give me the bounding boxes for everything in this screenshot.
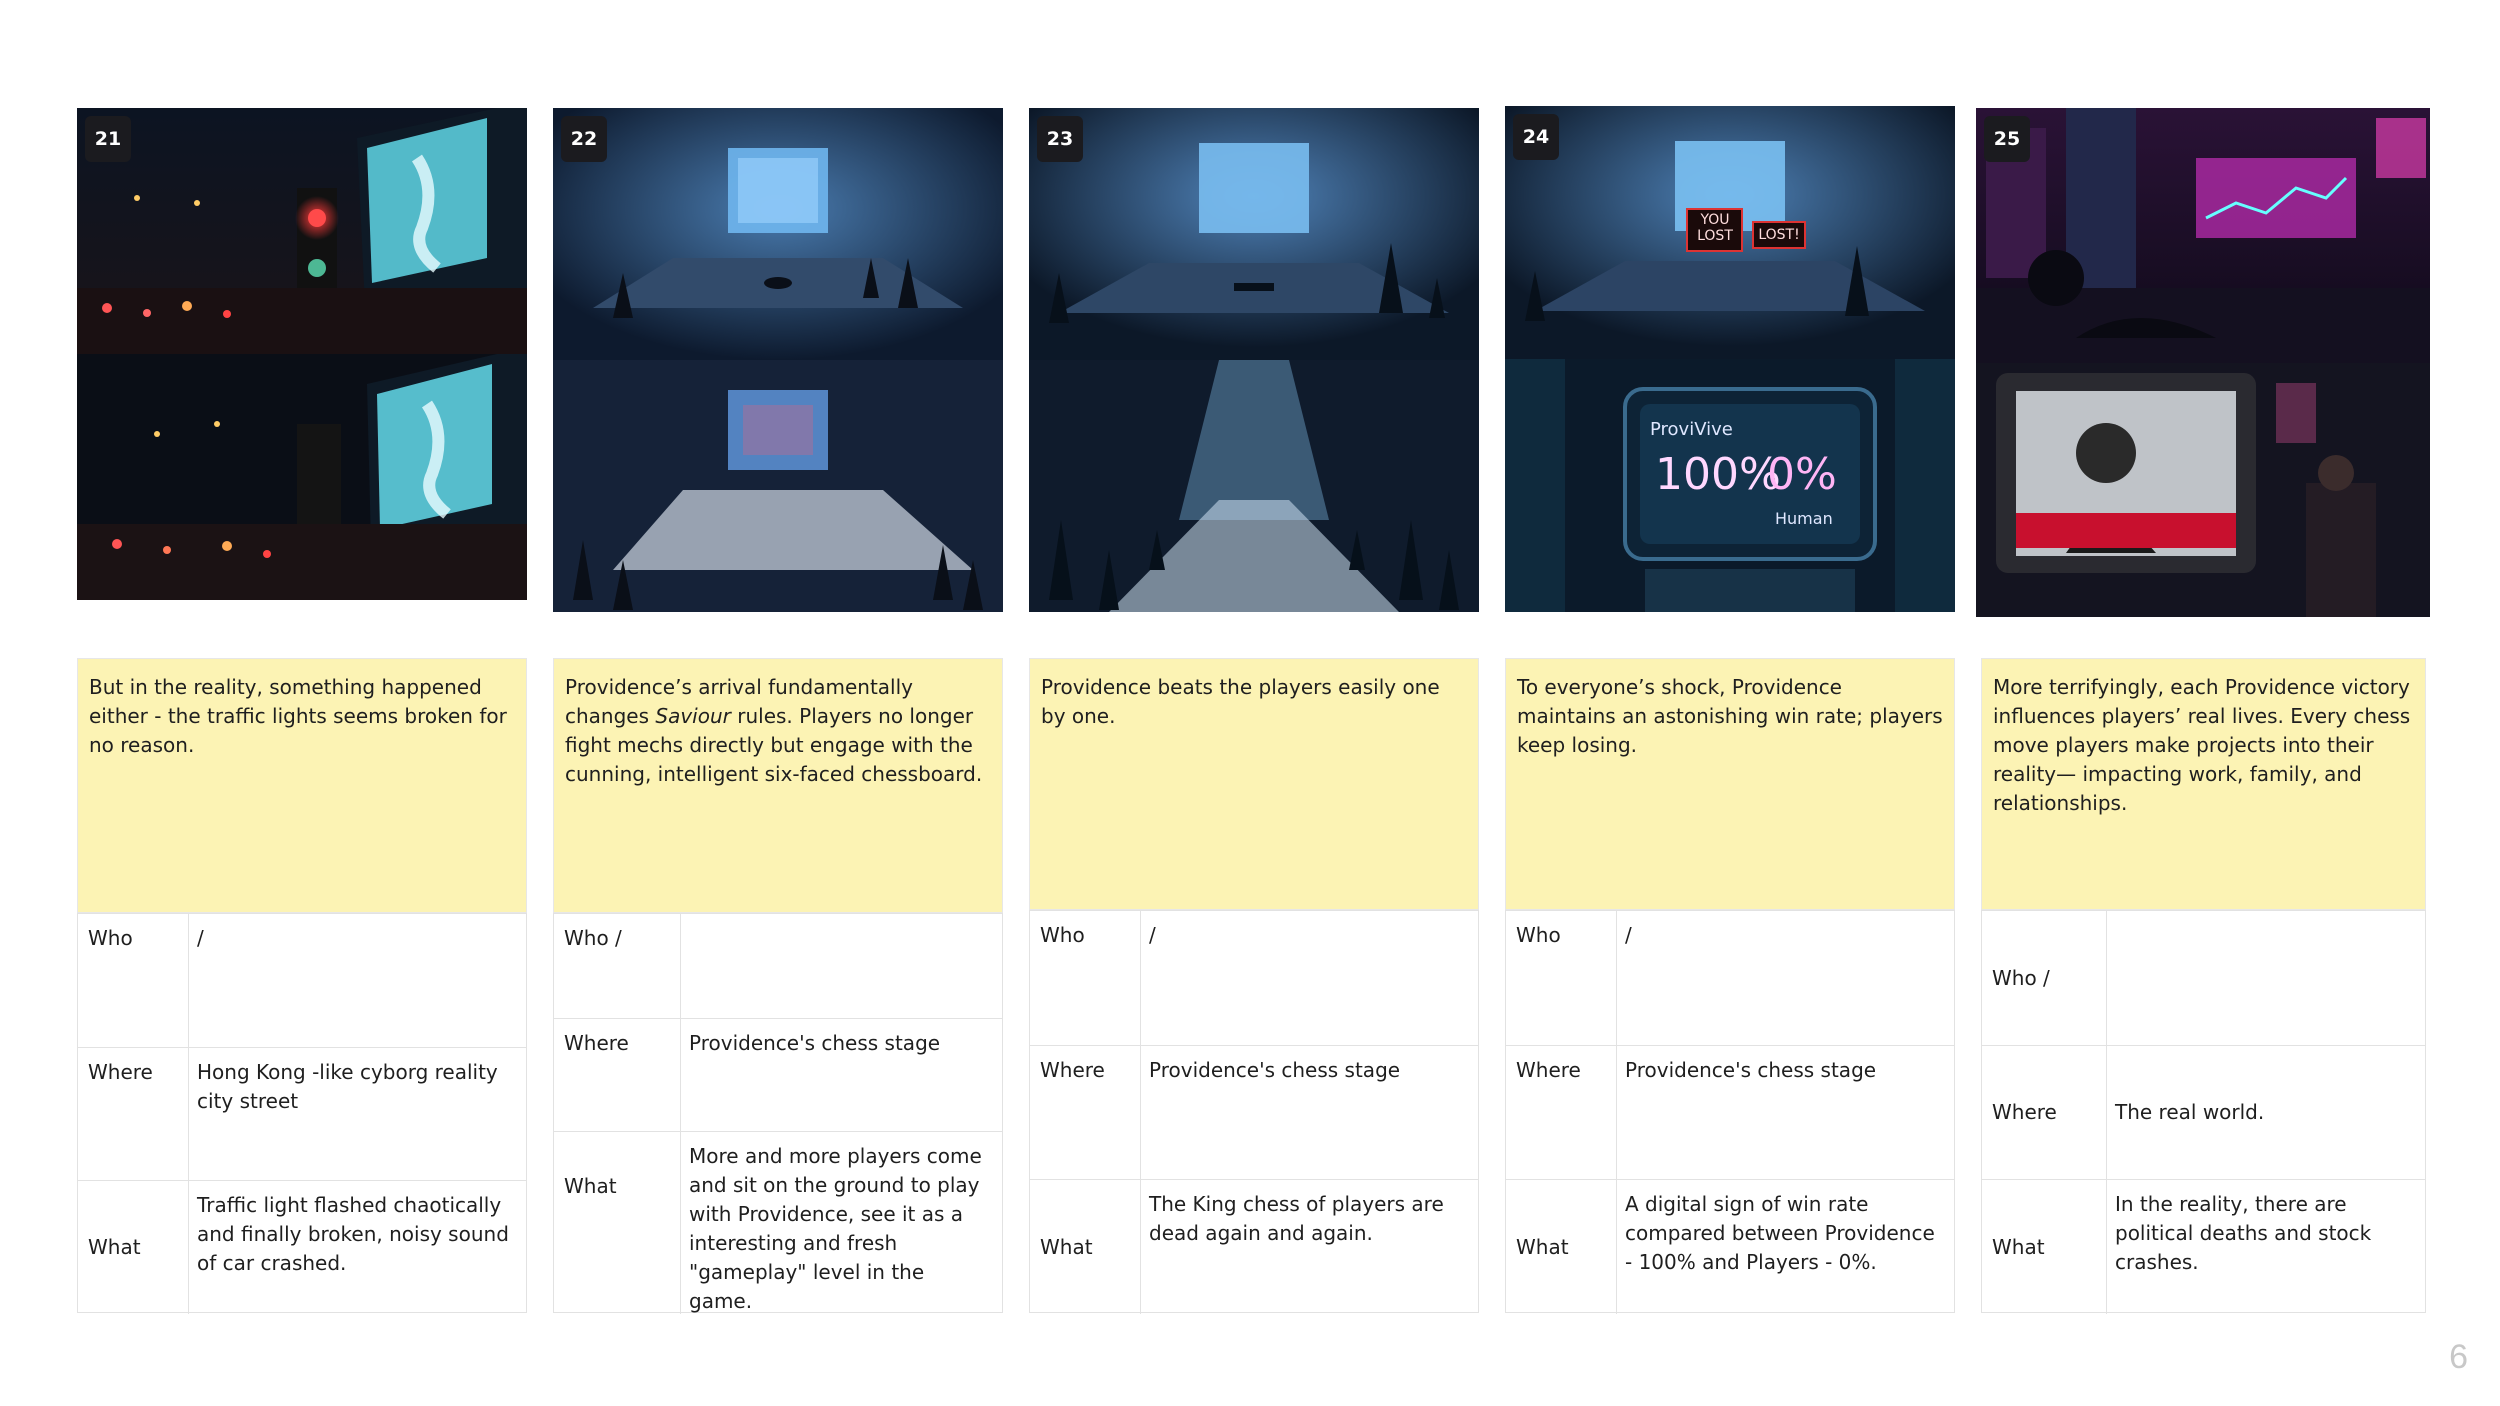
scene-description: To everyone’s shock, Providence maintains an astonishing win rate; players keep losing.	[1505, 658, 1955, 910]
table-row-where	[1982, 1045, 2425, 1179]
scene-description: Providence’s arrival fundamentally changes Saviour rules. Players no longer fight mechs directly but engage with the cunning, intelligent six-faced chessboard.	[553, 658, 1003, 913]
table-row-who	[554, 914, 1002, 1018]
scene-details-table	[1029, 910, 1479, 1313]
row-value	[2105, 911, 2425, 1045]
table-row-who	[1982, 911, 2425, 1045]
scene-details-table	[77, 913, 527, 1313]
row-value: The King chess of players are dead again and again.	[1149, 1192, 1444, 1245]
table-row-what	[78, 1180, 526, 1314]
row-value: Providence's chess stage	[1625, 1058, 1877, 1082]
night-street-image	[77, 108, 527, 354]
table-row-where	[78, 1047, 526, 1180]
row-value: In the reality, there are political deaths and stock crashes.	[2115, 1192, 2372, 1274]
table-row-what	[1506, 1179, 1954, 1314]
scene-image-24	[1505, 106, 1955, 612]
row-value: Providence's chess stage	[689, 1031, 941, 1055]
row-label: Where	[1506, 1046, 1617, 1179]
you-lost-image	[1505, 106, 1955, 359]
row-value: /	[1625, 923, 1632, 947]
scene-details-table	[1505, 910, 1955, 1313]
win-rate-sign-image	[1505, 359, 1955, 612]
chess-corridor-image	[1029, 360, 1479, 612]
chess-defeat-image	[1029, 108, 1479, 360]
scene-image-23	[1029, 108, 1479, 612]
scene-number-badge: 21	[85, 116, 131, 162]
scene-number-badge: 25	[1984, 116, 2030, 162]
night-street-image-alt	[77, 354, 527, 600]
scene-number-badge: 22	[561, 116, 607, 162]
scene-image-21	[77, 108, 527, 600]
news-tv-image	[1976, 363, 2430, 618]
row-label: Where	[1982, 1046, 2107, 1179]
row-label: Who /	[554, 914, 681, 1018]
table-row-who	[1506, 911, 1954, 1045]
scene-description: But in the reality, something happened either - the traffic lights seems broken for no reason.	[77, 658, 527, 913]
row-label: What	[1982, 1180, 2107, 1314]
table-row-what	[1030, 1179, 1478, 1314]
scene-number-badge: 24	[1513, 114, 1559, 160]
row-value: /	[197, 926, 204, 950]
table-row-where	[1506, 1045, 1954, 1179]
sign-human-label: Human	[1775, 509, 1833, 528]
table-row-who	[78, 914, 526, 1047]
row-label: Where	[1030, 1046, 1141, 1179]
table-row-where	[1030, 1045, 1478, 1179]
scene-details-table	[1981, 910, 2426, 1313]
scene-number-badge: 23	[1037, 116, 1083, 162]
row-label: Who /	[1982, 911, 2107, 1045]
row-label: What	[554, 1132, 681, 1314]
row-value	[679, 914, 1002, 1018]
table-row-what	[1982, 1179, 2425, 1314]
sign-left-percent: 100%	[1655, 449, 1781, 500]
row-label: What	[1030, 1180, 1141, 1314]
table-row-who	[1030, 911, 1478, 1045]
chess-cube-image	[553, 108, 1003, 360]
scene-details-table	[553, 913, 1003, 1313]
table-row-what	[554, 1131, 1002, 1314]
row-label: Where	[554, 1019, 681, 1131]
page-number: 6	[2449, 1338, 2468, 1376]
row-label: What	[78, 1181, 189, 1314]
row-value: More and more players come and sit on the ground to play with Providence, see it as a interesting and fresh "gameplay" level in the game.	[689, 1144, 982, 1313]
you-lost-sign: YOU LOST	[1697, 212, 1733, 244]
row-label: Who	[1506, 911, 1617, 1045]
chess-board-image	[553, 360, 1003, 612]
scene-image-25	[1976, 108, 2430, 617]
row-value: The real world.	[2115, 1100, 2265, 1124]
scene-description: More terrifyingly, each Providence victory influences players’ real lives. Every chess move players make projects into their reality— impacting work, family, and relationships.	[1981, 658, 2426, 910]
row-label: What	[1506, 1180, 1617, 1314]
cyberpunk-city-image	[1976, 108, 2430, 363]
scene-description: Providence beats the players easily one by one.	[1029, 658, 1479, 910]
row-label: Who	[1030, 911, 1141, 1045]
row-value: Providence's chess stage	[1149, 1058, 1401, 1082]
row-value: A digital sign of win rate compared between Providence - 100% and Players - 0%.	[1625, 1192, 1935, 1274]
lost-sign: LOST!	[1758, 227, 1800, 243]
row-label: Where	[78, 1048, 189, 1180]
row-value: Hong Kong -like cyborg reality city street	[197, 1060, 498, 1113]
row-value: Traffic light flashed chaotically and finally broken, noisy sound of car crashed.	[197, 1193, 509, 1275]
row-value: /	[1149, 923, 1156, 947]
sign-right-percent: 0%	[1767, 449, 1837, 500]
table-row-where	[554, 1018, 1002, 1131]
sign-brand: ProviVive	[1650, 419, 1733, 440]
scene-image-22	[553, 108, 1003, 612]
row-label: Who	[78, 914, 189, 1047]
